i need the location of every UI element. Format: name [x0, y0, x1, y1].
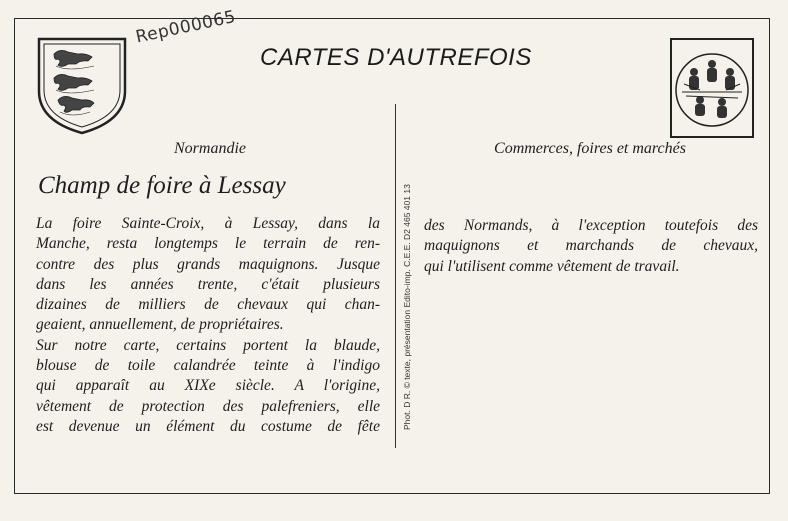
normandy-coat-of-arms-icon	[36, 36, 128, 136]
text-line: dans les années trente, c'était plusieurs	[36, 275, 380, 293]
text-line: des Normands, à l'exception toutefois des	[424, 217, 758, 234]
region-label: Normandie	[174, 140, 246, 157]
text-line: Manche, resta longtemps le terrain de ren-	[36, 235, 380, 253]
text-line: contre des plus grands maquignons. Jusque	[36, 255, 380, 273]
text-line: est devenue un élément du costume de fête	[36, 417, 380, 435]
market-scene-medallion-icon	[670, 38, 754, 138]
text-line: blouse de toile calandrée teinte à l'indigo	[36, 357, 380, 375]
right-body-text	[424, 216, 758, 277]
text-line: Sur notre carte, certains portent la blaude,	[36, 336, 380, 354]
text-line: maquignons et marchands de chevaux,	[424, 237, 758, 255]
text-line: qui apparaît au XIXe siècle. A l'origine,	[36, 377, 380, 395]
handwritten-reference: Rep000065	[134, 6, 238, 48]
text-line: dizaines de milliers de chevaux qui chan-	[36, 296, 380, 314]
text-line: qui l'utilisent comme vêtement de travail.	[424, 257, 680, 275]
text-line: La foire Sainte-Croix, à Lessay, dans la	[36, 215, 380, 232]
left-body-text	[36, 214, 380, 437]
text-line: geaient, annuellement, de propriétaires.	[36, 316, 284, 334]
column-divider	[395, 104, 396, 448]
card-heading: Champ de foire à Lessay	[38, 172, 286, 199]
photo-credit: Phot. D R. © texte, présentation Edito-imp. C.E.E. D2 465 401 13	[402, 184, 412, 430]
text-line: vêtement de protection des palefreniers, elle	[36, 397, 380, 415]
category-label: Commerces, foires et marchés	[494, 140, 686, 157]
series-title: CARTES D'AUTREFOIS	[260, 44, 532, 71]
